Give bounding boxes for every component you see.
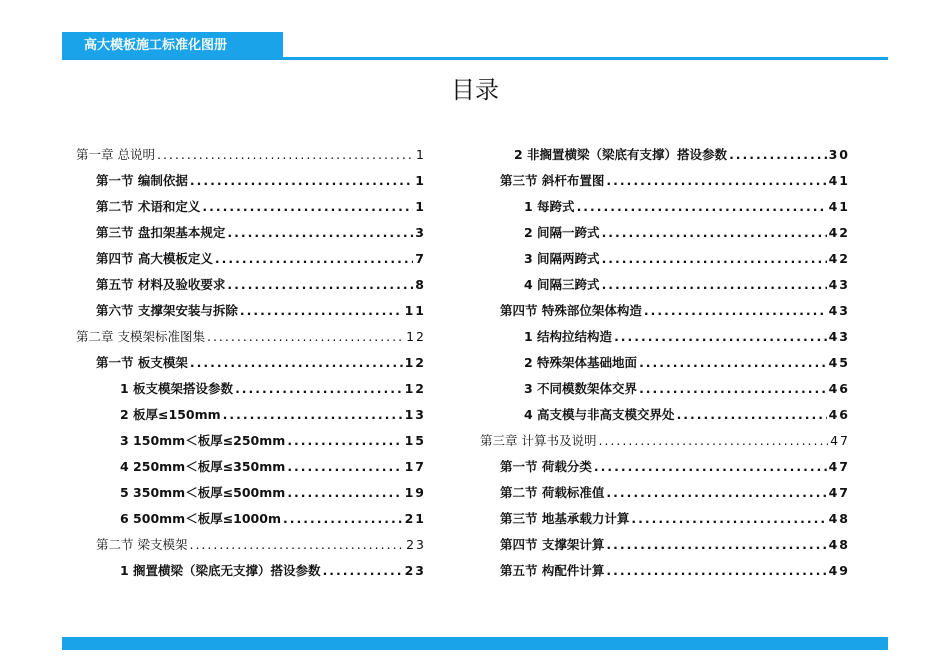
toc-dot-leader	[606, 532, 826, 558]
toc-entry-label: 第二节 梁支模架	[96, 537, 188, 552]
toc-entry[interactable]	[480, 246, 850, 272]
toc-entry-page-number: 13	[404, 407, 426, 422]
toc-entry[interactable]	[480, 454, 850, 480]
toc-entry-label: 第二节 术语和定义	[96, 199, 201, 214]
toc-entry-page-number: 8	[415, 277, 426, 292]
toc-entry-label: 第四节 高大模板定义	[96, 251, 213, 266]
toc-dot-leader	[602, 246, 827, 272]
toc-entry[interactable]	[76, 168, 426, 194]
toc-entry[interactable]	[76, 142, 426, 168]
toc-entry-label: 第二章 支模架标准图集	[76, 329, 205, 344]
toc-dot-leader	[190, 168, 413, 194]
toc-entry-label: 第四节 特殊部位架体构造	[500, 303, 642, 318]
toc-left-column	[76, 142, 426, 584]
toc-dot-leader	[227, 272, 413, 298]
toc-entry-page-number: 11	[404, 303, 426, 318]
toc-entry-page-number: 23	[406, 537, 426, 552]
toc-entry-page-number: 41	[828, 199, 850, 214]
toc-entry-label: 4 高支模与非高支模交界处	[524, 407, 675, 422]
toc-entry-label: 第三节 斜杆布置图	[500, 173, 605, 188]
toc-entry[interactable]	[480, 350, 850, 376]
toc-entry-page-number: 12	[404, 355, 426, 370]
toc-dot-leader	[235, 376, 403, 402]
toc-dot-leader	[639, 350, 827, 376]
toc-entry[interactable]	[480, 142, 850, 168]
toc-entry-page-number: 7	[415, 251, 426, 266]
toc-entry-label: 2 非搁置横梁（梁底有支撑）搭设参数	[514, 147, 728, 162]
toc-entry[interactable]	[76, 246, 426, 272]
toc-dot-leader	[606, 480, 826, 506]
toc-entry-label: 2 板厚≤150mm	[120, 407, 221, 422]
toc-entry-page-number: 41	[828, 173, 850, 188]
toc-entry-page-number: 43	[828, 277, 850, 292]
toc-entry-label: 1 结构拉结构造	[524, 329, 613, 344]
toc-dot-leader	[577, 194, 827, 220]
toc-entry-label: 2 间隔一跨式	[524, 225, 600, 240]
toc-dot-leader	[207, 324, 404, 350]
toc-entry[interactable]	[76, 194, 426, 220]
toc-entry-page-number: 48	[828, 537, 850, 552]
toc-dot-leader	[190, 350, 403, 376]
toc-entry[interactable]	[480, 298, 850, 324]
toc-dot-leader	[602, 220, 827, 246]
toc-entry[interactable]	[76, 324, 426, 350]
toc-dot-leader	[202, 194, 413, 220]
toc-entry-label: 4 间隔三跨式	[524, 277, 600, 292]
toc-entry[interactable]	[76, 298, 426, 324]
toc-entry-label: 第五节 构配件计算	[500, 563, 605, 578]
toc-entry-page-number: 45	[828, 355, 850, 370]
toc-entry-label: 6 500mm＜板厚≤1000m	[120, 511, 281, 526]
toc-dot-leader	[644, 298, 827, 324]
toc-entry[interactable]	[480, 220, 850, 246]
toc-entry-label: 第六节 支撑架安装与拆除	[96, 303, 238, 318]
toc-entry-page-number: 1	[416, 147, 426, 162]
toc-dot-leader	[215, 246, 413, 272]
page-title: 目录	[451, 76, 499, 104]
toc-entry-label: 1 板支模架搭设参数	[120, 381, 234, 396]
toc-entry[interactable]	[480, 480, 850, 506]
toc-entry-label: 第三节 地基承载力计算	[500, 511, 630, 526]
toc-entry-page-number: 48	[828, 511, 850, 526]
toc-entry[interactable]	[480, 194, 850, 220]
toc-entry-label: 第一章 总说明	[76, 147, 155, 162]
toc-dot-leader	[606, 558, 826, 584]
toc-entry-page-number: 43	[828, 329, 850, 344]
toc-entry-page-number: 12	[406, 329, 426, 344]
toc-entry[interactable]	[76, 272, 426, 298]
toc-dot-leader	[283, 506, 403, 532]
toc-dot-leader	[598, 428, 828, 454]
toc-dot-leader	[287, 428, 402, 454]
toc-entry-page-number: 23	[404, 563, 426, 578]
toc-dot-leader	[240, 298, 403, 324]
toc-entry-label: 第四节 支撑架计算	[500, 537, 605, 552]
toc-entry[interactable]	[480, 558, 850, 584]
toc-entry[interactable]	[76, 220, 426, 246]
toc-entry[interactable]	[480, 428, 850, 454]
toc-entry-page-number: 49	[828, 563, 850, 578]
toc-dot-leader	[602, 272, 827, 298]
toc-entry[interactable]	[76, 480, 426, 506]
toc-entry-label: 第一节 荷载分类	[500, 459, 592, 474]
toc-entry[interactable]	[76, 376, 426, 402]
toc-dot-leader	[606, 168, 826, 194]
toc-entry-page-number: 42	[828, 251, 850, 266]
header-rule	[62, 57, 888, 60]
toc-dot-leader	[227, 220, 413, 246]
toc-dot-leader	[677, 402, 827, 428]
toc-entry-page-number: 46	[828, 381, 850, 396]
toc-entry[interactable]	[76, 532, 426, 558]
toc-entry[interactable]	[480, 506, 850, 532]
toc-dot-leader	[639, 376, 827, 402]
toc-entry[interactable]	[480, 376, 850, 402]
toc-entry[interactable]	[480, 168, 850, 194]
toc-entry-label: 5 350mm＜板厚≤500mm	[120, 485, 286, 500]
toc-entry-label: 第一节 板支模架	[96, 355, 188, 370]
toc-entry-page-number: 3	[415, 225, 426, 240]
toc-entry[interactable]	[480, 324, 850, 350]
toc-entry-label: 3 间隔两跨式	[524, 251, 600, 266]
toc-entry-label: 3 不同模数架体交界	[524, 381, 638, 396]
toc-dot-leader	[287, 454, 402, 480]
toc-dot-leader	[594, 454, 827, 480]
toc-entry-label: 第一节 编制依据	[96, 173, 188, 188]
toc-entry[interactable]	[76, 428, 426, 454]
toc-entry-page-number: 19	[404, 485, 426, 500]
toc-entry[interactable]	[480, 272, 850, 298]
toc-entry-label: 1 搁置横梁（梁底无支撑）搭设参数	[120, 563, 321, 578]
toc-dot-leader	[157, 142, 414, 168]
toc-entry-label: 第五节 材料及验收要求	[96, 277, 226, 292]
toc-right-column	[480, 142, 850, 584]
toc-entry[interactable]	[76, 454, 426, 480]
toc-entry-page-number: 47	[828, 485, 850, 500]
toc-entry-label: 2 特殊架体基础地面	[524, 355, 638, 370]
toc-dot-leader	[614, 324, 827, 350]
toc-entry-page-number: 15	[404, 433, 426, 448]
toc-dot-leader	[729, 142, 827, 168]
toc-entry-page-number: 17	[404, 459, 426, 474]
toc-entry-label: 第三节 盘扣架基本规定	[96, 225, 226, 240]
toc-entry-page-number: 21	[404, 511, 426, 526]
toc-dot-leader	[223, 402, 403, 428]
toc-entry-label: 第三章 计算书及说明	[480, 433, 597, 448]
toc-entry-page-number: 46	[828, 407, 850, 422]
toc-entry[interactable]	[76, 402, 426, 428]
toc-entry-page-number: 30	[828, 147, 850, 162]
toc-dot-leader	[287, 480, 402, 506]
toc-entry-page-number: 1	[415, 173, 426, 188]
footer-bar	[62, 637, 888, 650]
toc-entry-label: 1 每跨式	[524, 199, 575, 214]
toc-entry[interactable]	[480, 402, 850, 428]
toc-entry-label: 第二节 荷载标准值	[500, 485, 605, 500]
toc-dot-leader	[189, 532, 404, 558]
toc-entry-label: 4 250mm＜板厚≤350mm	[120, 459, 286, 474]
toc-entry[interactable]	[76, 506, 426, 532]
toc-entry-page-number: 12	[404, 381, 426, 396]
toc-entry[interactable]	[480, 532, 850, 558]
toc-entry-page-number: 1	[415, 199, 426, 214]
toc-entry-page-number: 47	[830, 433, 850, 448]
toc-entry[interactable]	[76, 350, 426, 376]
header-title: 高大模板施工标准化图册	[62, 32, 283, 59]
toc-dot-leader	[323, 558, 403, 584]
toc-entry-label: 3 150mm＜板厚≤250mm	[120, 433, 286, 448]
toc-entry-page-number: 47	[828, 459, 850, 474]
toc-dot-leader	[631, 506, 826, 532]
toc-entry-page-number: 43	[828, 303, 850, 318]
toc-entry-page-number: 42	[828, 225, 850, 240]
toc-entry[interactable]	[76, 558, 426, 584]
